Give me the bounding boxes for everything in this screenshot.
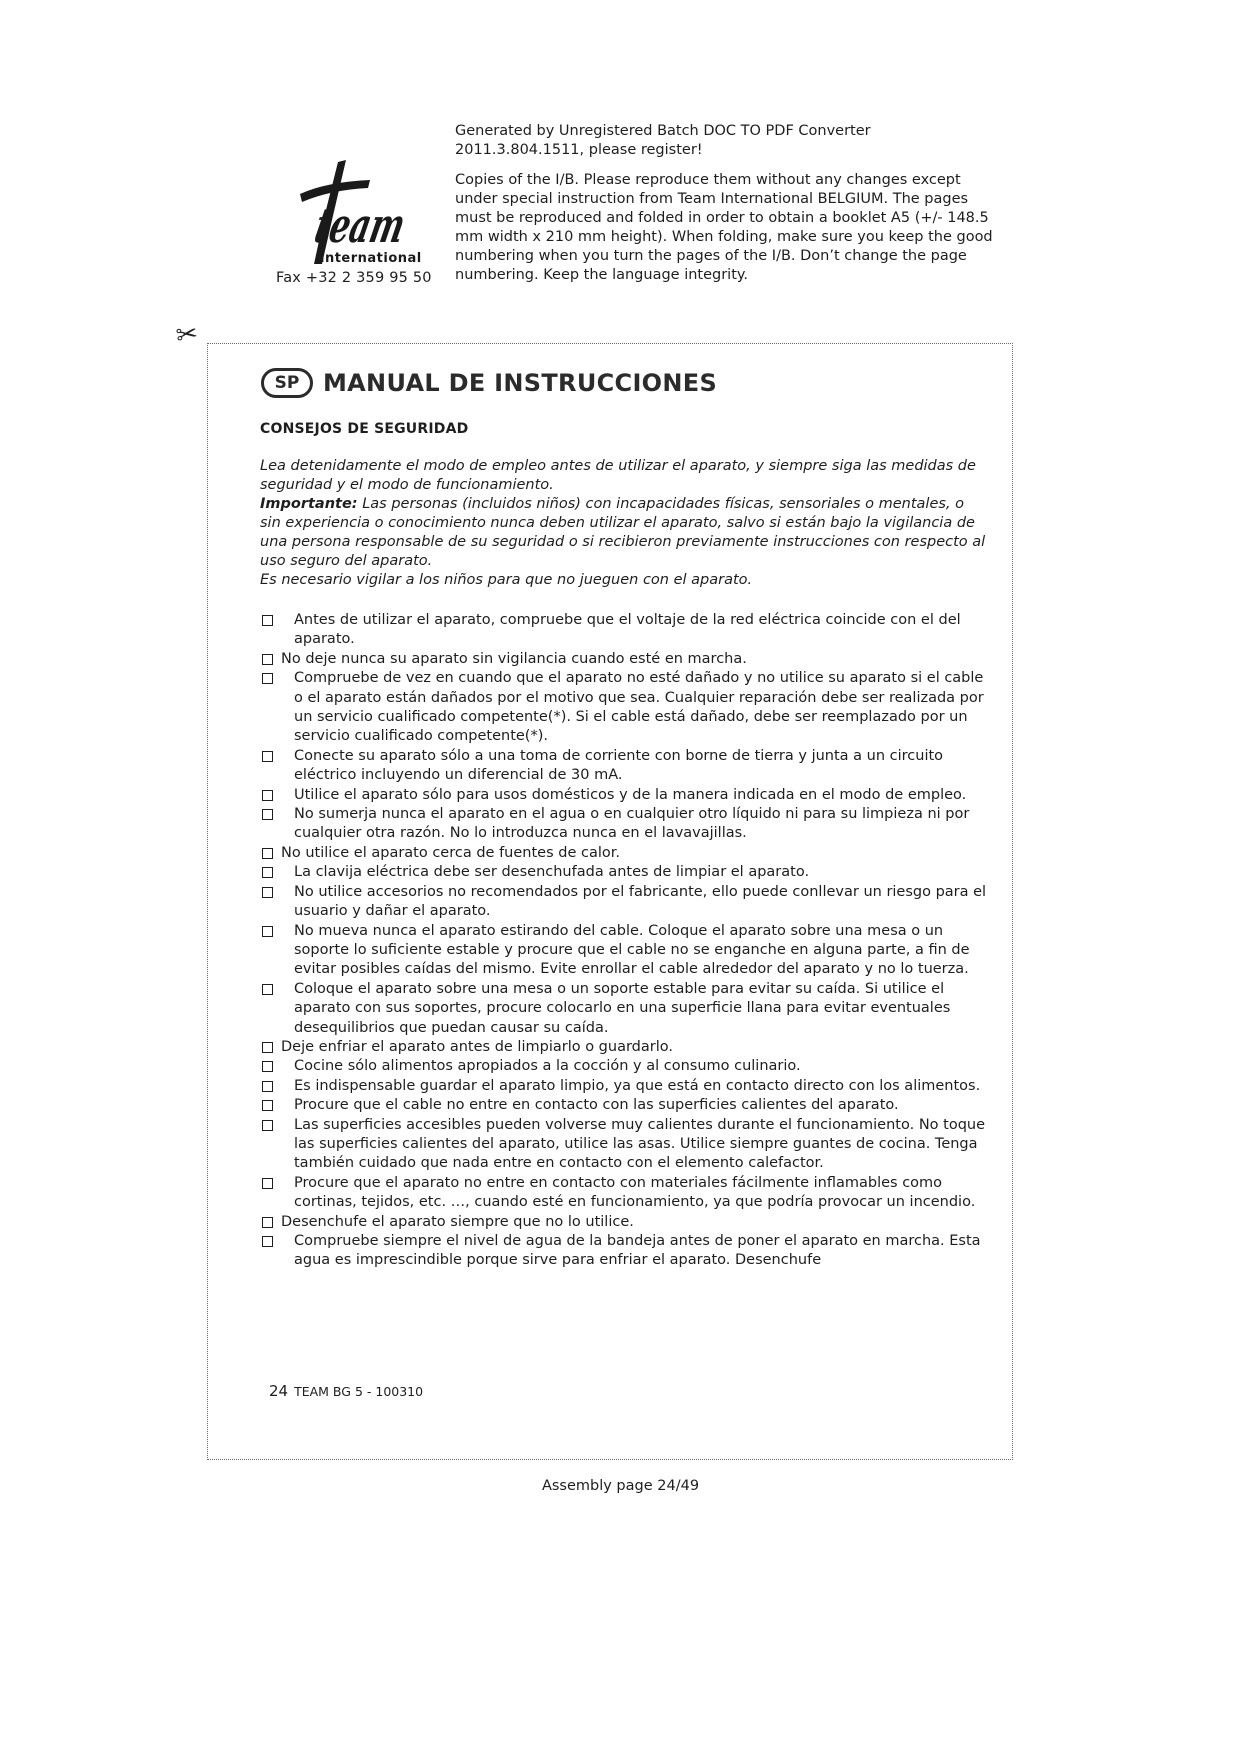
list-item: Utilice el aparato sólo para usos domésticos y de la manera indicada en el modo de empleo. (262, 786, 990, 805)
manual-title-row (261, 365, 717, 401)
list-item: Deje enfriar el aparato antes de limpiarlo o guardarlo. (262, 1038, 990, 1057)
logo-wordmark: team (310, 197, 457, 254)
checkbox-bullet-icon (262, 654, 273, 665)
team-logo-graphic (286, 160, 457, 272)
checkbox-bullet-icon (262, 751, 273, 762)
checkbox-bullet-icon (262, 887, 273, 898)
page-footer (269, 1382, 423, 1400)
list-item: No utilice el aparato cerca de fuentes de calor. (262, 844, 990, 863)
list-item: La clavija eléctrica debe ser desenchufada antes de limpiar el aparato. (262, 863, 990, 882)
checkbox-bullet-icon (262, 1120, 273, 1131)
intro-line-1: Lea detenidamente el modo de empleo antes de utilizar el aparato, y siempre siga las medidas de seguridad y el modo de funcionamiento. (260, 458, 976, 493)
list-item: Antes de utilizar el aparato, compruebe que el voltaje de la red eléctrica coincide con el del aparato. (262, 611, 990, 650)
checkbox-bullet-icon (262, 615, 273, 626)
list-item: Conecte su aparato sólo a una toma de corriente con borne de tierra y junta a un circuito eléctrico incluyendo un diferencial de 30 mA. (262, 747, 990, 786)
list-item: Las superficies accesibles pueden volverse muy calientes durante el funcionamiento. No toque las superficies calientes del aparato, utilice las asas. Utilice siempre guantes de cocina. Tenga también cuidado que nada entre en contacto con el elemento calefactor. (262, 1116, 990, 1174)
checkbox-bullet-icon (262, 790, 273, 801)
list-item: No sumerja nunca el aparato en el agua o en cualquier otro líquido ni para su limpieza ni por cualquier otra razón. No lo introduzca nunca en el lavavajillas. (262, 805, 990, 844)
safety-list (262, 611, 990, 1271)
converter-notice: Generated by Unregistered Batch DOC TO PDF Converter 2011.3.804.1511, please register! (455, 123, 871, 158)
checkbox-bullet-icon (262, 1217, 273, 1228)
reproduction-instructions: Copies of the I/B. Please reproduce them without any changes except under special instruction from Team International BELGIUM. The pages must be reproduced and folded in order to obtain a booklet A5 (+/- 148.5 mm width x 210 mm height). When folding, make sure you keep the good numbering when you turn the pages of the I/B. Don’t change the page numbering. Keep the language integrity. (455, 172, 993, 283)
list-item: Compruebe siempre el nivel de agua de la bandeja antes de poner el aparato en marcha. Esta agua es imprescindible porque sirve para enfriar el aparato. Desenchufe (262, 1232, 990, 1271)
manual-title: MANUAL DE INSTRUCCIONES (323, 369, 718, 397)
list-item: Procure que el cable no entre en contacto con las superficies calientes del aparato. (262, 1096, 990, 1115)
checkbox-bullet-icon (262, 673, 273, 684)
list-item: Compruebe de vez en cuando que el aparato no esté dañado y no utilice su aparato si el cable o el aparato están dañados por el motivo que sea. Cualquier reparación debe ser realizada por un servicio cualificado competente(*). Si el cable está dañado, debe ser reemplazado por un servicio cualificado competente(*). (262, 669, 990, 747)
section-heading: CONSEJOS DE SEGURIDAD (260, 421, 469, 437)
fax-number: Fax +32 2 359 95 50 (276, 270, 432, 286)
model-code: TEAM BG 5 - 100310 (294, 1384, 424, 1399)
checkbox-bullet-icon (262, 1100, 273, 1111)
list-item: Desenchufe el aparato siempre que no lo utilice. (262, 1213, 990, 1232)
logo-subtitle: international (320, 251, 422, 266)
checkbox-bullet-icon (262, 867, 273, 878)
list-item: Cocine sólo alimentos apropiados a la cocción y al consumo culinario. (262, 1057, 990, 1076)
list-item: No mueva nunca el aparato estirando del cable. Coloque el aparato sobre una mesa o un soporte lo suficiente estable y procure que el cable no se enganche en alguna parte, a fin de evitar posibles caídas del mismo. Evite enrollar el cable alrededor del aparato y no lo tuerza. (262, 922, 990, 980)
list-item: No deje nunca su aparato sin vigilancia cuando esté en marcha. (262, 650, 990, 669)
team-international-logo (286, 160, 457, 272)
list-item: Es indispensable guardar el aparato limpio, ya que está en contacto directo con los alimentos. (262, 1077, 990, 1096)
scissors-icon: ✂ (174, 318, 200, 352)
intro-important (260, 495, 988, 571)
important-text: Las personas (incluidos niños) con incapacidades físicas, sensoriales o mentales, o sin experiencia o conocimiento nunca deben utilizar el aparato, salvo si están bajo la vigilancia de una persona responsable de su seguridad o si recibieron previamente instrucciones con respecto al uso seguro del aparato. (260, 496, 986, 569)
safety-intro (260, 457, 988, 590)
checkbox-bullet-icon (262, 984, 273, 995)
list-item: No utilice accesorios no recomendados por el fabricante, ello puede conllevar un riesgo para el usuario y dañar el aparato. (262, 883, 990, 922)
list-item: Coloque el aparato sobre una mesa o un soporte estable para evitar su caída. Si utilice el aparato con sus soportes, procure colocarlo en una superficie llana para evitar eventuales desequilibrios que puedan causar su caída. (262, 980, 990, 1038)
language-badge: SP (261, 368, 313, 398)
checkbox-bullet-icon (262, 1061, 273, 1072)
intro-line-3: Es necesario vigilar a los niños para que no jueguen con el aparato. (260, 572, 753, 588)
assembly-page-indicator: Assembly page 24/49 (541, 1478, 700, 1494)
header-notice (455, 122, 995, 285)
checkbox-bullet-icon (262, 1178, 273, 1189)
page-number: 24 (269, 1382, 289, 1400)
checkbox-bullet-icon (262, 1042, 273, 1053)
list-item: Procure que el aparato no entre en contacto con materiales fácilmente inflamables como cortinas, tejidos, etc. …, cuando esté en funcionamiento, ya que podría provocar un incendio. (262, 1174, 990, 1213)
checkbox-bullet-icon (262, 809, 273, 820)
checkbox-bullet-icon (262, 848, 273, 859)
checkbox-bullet-icon (262, 1236, 273, 1247)
important-label: Importante: (260, 496, 358, 512)
checkbox-bullet-icon (262, 1081, 273, 1092)
checkbox-bullet-icon (262, 926, 273, 937)
